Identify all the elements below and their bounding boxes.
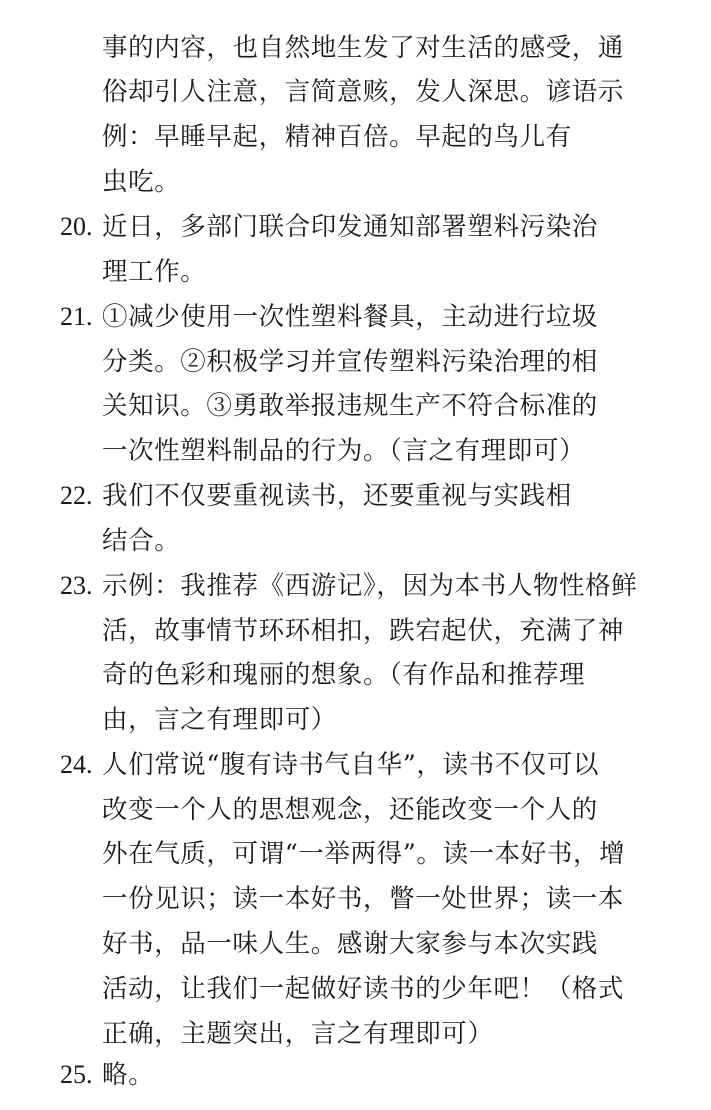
item-number: 22. [60, 481, 93, 510]
item-number: 24. [60, 750, 93, 779]
answer-line: 正确，主题突出，言之有理即可） [102, 1019, 494, 1049]
answer-line: 俗却引人注意，言简意赅，发人深思。谚语示 [102, 77, 625, 107]
answer-line: 我们不仅要重视读书，还要重视与实践相 [102, 481, 572, 511]
answer-line: 结合。 [102, 526, 181, 556]
answer-line: 近日，多部门联合印发通知部署塑料污染治 [102, 212, 598, 242]
answer-line: 关知识。③勇敢举报违规生产不符合标准的 [102, 391, 598, 421]
answer-line: 好书，品一味人生。感谢大家参与本次实践 [102, 929, 598, 959]
answer-line: 虫吃。 [102, 167, 181, 197]
item-number: 23. [60, 571, 93, 600]
answer-line: 人们常说“腹有诗书气自华”，读书不仅可以 [102, 750, 600, 780]
answer-line: 外在气质，可谓“一举两得”。读一本好书，增 [102, 839, 626, 869]
answer-line: 例：早睡早起，精神百倍。早起的鸟儿有 [102, 122, 572, 152]
answer-line: 活，故事情节环环相扣，跌宕起伏，充满了神 [102, 616, 625, 646]
answer-line: 示例：我推荐《西游记》，因为本书人物性格鲜 [102, 571, 638, 601]
item-number: 20. [60, 212, 93, 241]
answer-line: 事的内容，也自然地生发了对生活的感受，通 [102, 33, 625, 63]
answer-line: 一次性塑料制品的行为。（言之有理即可） [102, 436, 586, 466]
answer-line: 由，言之有理即可） [102, 705, 337, 735]
item-number: 25. [60, 1060, 93, 1089]
item-number: 21. [60, 302, 93, 331]
answer-line: 奇的色彩和瑰丽的想象。（有作品和推荐理 [102, 660, 586, 690]
answer-line: 理工作。 [102, 257, 207, 287]
answer-line: 一份见识；读一本好书，瞥一处世界；读一本 [102, 884, 625, 914]
answer-line: 分类。②积极学习并宣传塑料污染治理的相 [102, 347, 598, 377]
answer-line: ①减少使用一次性塑料餐具，主动进行垃圾 [102, 302, 598, 332]
answer-line: 改变一个人的思想观念，还能改变一个人的 [102, 795, 598, 825]
answer-line: 略。 [102, 1060, 155, 1090]
answer-line: 活动，让我们一起做好读书的少年吧！（格式 [102, 974, 625, 1004]
